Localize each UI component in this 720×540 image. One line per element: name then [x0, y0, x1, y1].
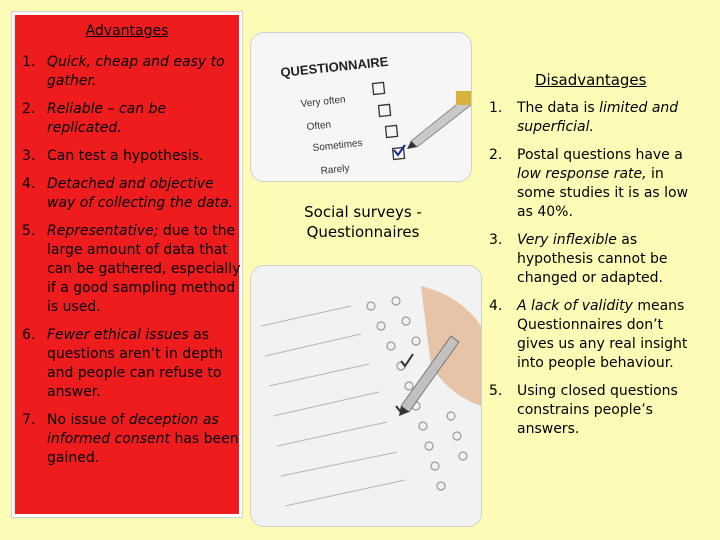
disadvantage-item: 2. Postal questions have a low response rate, in some studies it is as low as 40%. — [489, 147, 689, 220]
center-title-line2: Questionnaires — [306, 223, 420, 241]
option-label: Sometimes — [312, 137, 364, 154]
disadvantages-title: Disadvantages — [535, 71, 647, 89]
advantage-item: 5. Representative; due to the large amount of data that can be gathered, especially if a good sampling method is used. — [22, 223, 241, 315]
questionnaire-image-top — [250, 32, 472, 182]
center-title — [283, 202, 443, 242]
advantage-item: 3. Can test a hypothesis. — [22, 148, 204, 164]
advantage-item: 1. Quick, cheap and easy to gather. — [22, 54, 225, 89]
advantage-item: 2. Reliable – can be replicated. — [22, 101, 167, 136]
option-label: Rarely — [320, 163, 351, 177]
questionnaire-image-bottom — [250, 265, 482, 527]
option-label: Very often — [300, 94, 347, 110]
disadvantage-item: 4. A lack of validity means Questionnaires don’t gives us any real insight into people behaviour. — [489, 298, 688, 371]
option-label: Often — [306, 119, 332, 133]
advantages-title: Advantages — [85, 23, 169, 39]
advantage-item: 7. No issue of deception as informed consent has been gained. — [22, 412, 239, 466]
advantage-item: 6. Fewer ethical issues as questions aren’t in depth and people can refuse to answer. — [22, 327, 224, 400]
disadvantage-item: 3. Very inflexible as hypothesis cannot be changed or adapted. — [489, 232, 668, 286]
disadvantage-item: 5. Using closed questions constrains people’s answers. — [489, 383, 678, 437]
survey-form-illustration — [251, 266, 481, 526]
questionnaire-checkbox-illustration — [251, 33, 471, 181]
advantages-panel — [12, 12, 242, 517]
disadvantage-item: 1. The data is limited and superficial. — [489, 100, 679, 135]
advantages-list — [15, 53, 243, 477]
disadvantages-list — [489, 99, 699, 448]
questionnaire-heading: QUESTIONNAIRE — [279, 53, 390, 80]
center-title-line1: Social surveys - — [304, 203, 422, 221]
advantage-item: 4. Detached and objective way of collecting the data. — [22, 176, 234, 211]
